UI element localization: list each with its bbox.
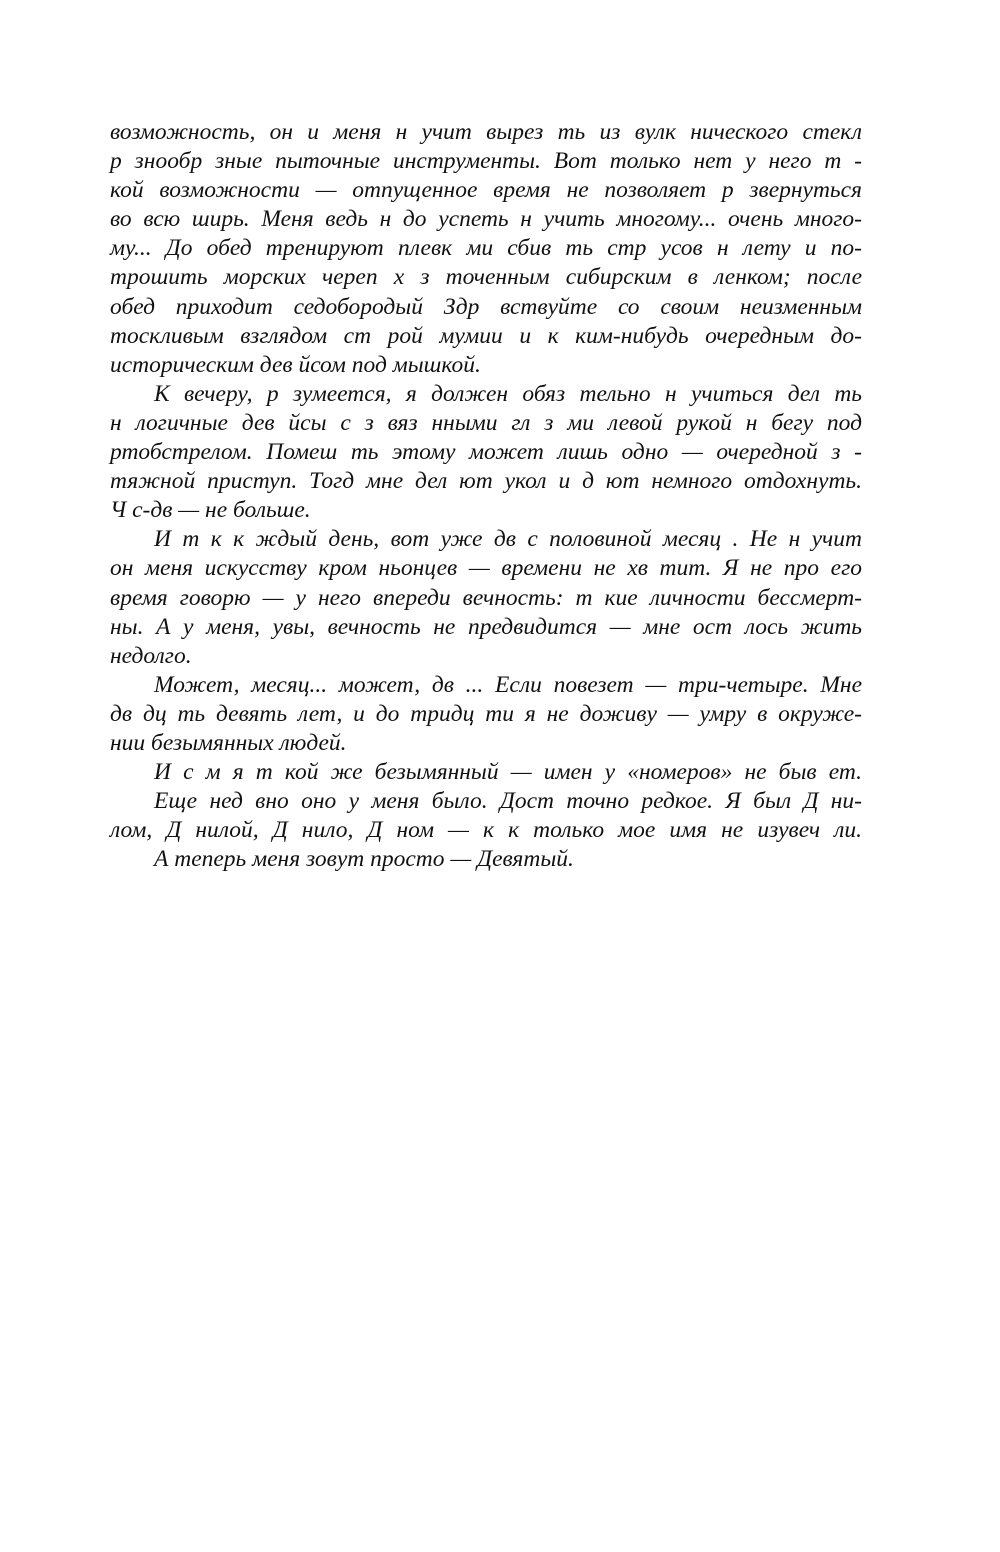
text-line: он меня искусству кром ньонцев — времени не хв тит. Я не про его (110, 555, 862, 582)
text-line: во всю ширь. Меня ведь н до успеть н учить многому... очень много- (110, 206, 862, 233)
text-line: лом, Д нилой, Д нило, Д ном — к к только мое имя не изувеч ли. (110, 817, 862, 844)
text-line: нии безымянных людей. (110, 729, 347, 756)
text-line: Может, месяц... может, дв ... Если повезет — три-четыре. Мне (154, 671, 862, 698)
text-line: К вечеру, р зумеется, я должен обяз тельно н учиться дел ть (154, 380, 862, 407)
text-line: Ч с-дв — не больше. (110, 497, 311, 524)
text-line: ртобстрелом. Помеш ть этому может лишь одно — очередной з - (110, 439, 862, 466)
text-line: тоскливым взглядом ст рой мумии и к ким-нибудь очередным до- (110, 322, 862, 349)
text-line: му... До обед тренируют плевк ми сбив ть стр усов н лету и по- (110, 235, 862, 262)
text-line: обед приходит седобородый Здр вствуйте со своим неизменным (110, 293, 862, 320)
text-line: трошить морских череп х з точенным сибирским в ленком; после (110, 264, 862, 291)
book-page-text (110, 118, 862, 874)
text-line: Еще нед вно оно у меня было. Дост точно редкое. Я был Д ни- (154, 788, 862, 815)
text-line: тяжной приступ. Тогд мне дел ют укол и д ют немного отдохнуть. (110, 468, 862, 495)
text-line: р знообр зные пыточные инструменты. Вот только нет у него т - (110, 148, 862, 175)
text-line: И т к к ждый день, вот уже дв с половиной месяц . Не н учит (154, 526, 862, 553)
text-line: время говорю — у него впереди вечность: т кие личности бессмерт- (110, 584, 862, 611)
text-line: возможность, он и меня н учит вырез ть из вулк нического стекл (110, 119, 862, 145)
text-line: н логичные дев йсы с з вяз нными гл з ми левой рукой н бегу под (110, 409, 862, 436)
text-line: А теперь меня зовут просто — Девятый. (154, 846, 574, 873)
text-line: И с м я т кой же безымянный — имен у «номеров» не быв ет. (154, 759, 862, 786)
text-line: недолго. (110, 642, 192, 669)
text-line: дв дц ть девять лет, и до тридц ти я не доживу — умру в окруже- (110, 700, 862, 727)
text-line: ны. А у меня, увы, вечность не предвидится — мне ост лось жить (110, 613, 862, 640)
text-line: кой возможности — отпущенное время не позволяет р звернуться (110, 177, 862, 204)
text-line: историческим дев йсом под мышкой. (110, 351, 481, 378)
